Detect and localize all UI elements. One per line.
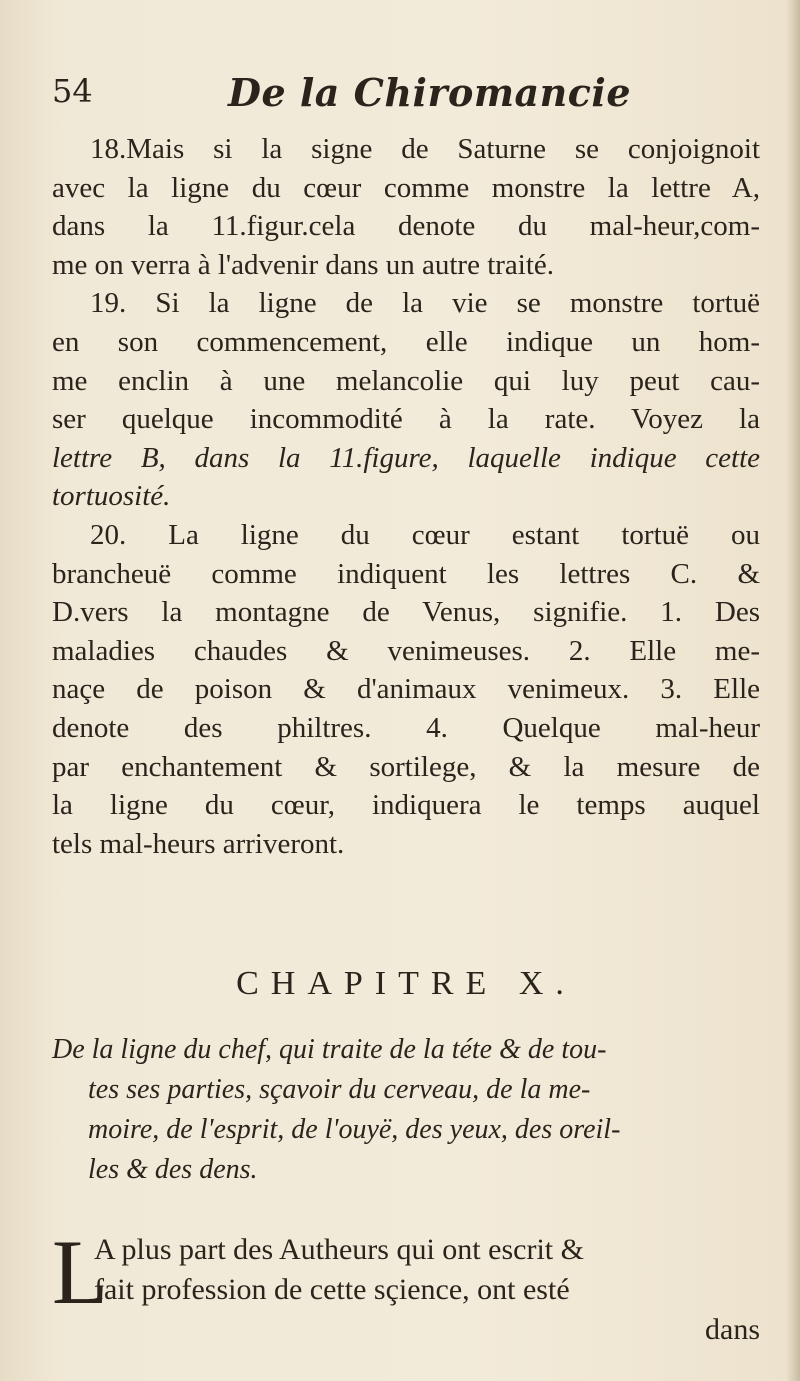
text-line: tels mal-heurs arriveront. (52, 827, 345, 860)
text-line: brancheuë comme indiquent les lettres C. & (52, 557, 760, 590)
text-line: avec la ligne du cœur comme monstre la lettre A, (52, 171, 760, 204)
text-line: 18.Mais si la signe de Saturne se conjoignoit (90, 133, 760, 165)
running-title: De la Chiromancie (228, 70, 632, 115)
text-line: 20. La ligne du cœur estant tortuë ou (90, 518, 760, 551)
text-line: naçe de poison & d'animaux venimeux. 3. Elle (52, 673, 760, 706)
chapter-opening (52, 1221, 760, 1350)
subtitle-line: moire, de l'esprit, de l'ouyë, des yeux, des oreil- (88, 1114, 621, 1145)
body-text (52, 130, 760, 863)
text-line: la ligne du cœur, indiquera le temps auquel (52, 789, 760, 822)
opening-line: fait profession de cette sçience, ont esté (94, 1273, 570, 1306)
text-line: 19. Si la ligne de la vie se monstre tortuë (90, 287, 760, 320)
chapter-subtitle (52, 1030, 760, 1190)
text-line: me enclin à une melancolie qui luy peut cau- (52, 364, 760, 397)
subtitle-line: De la ligne du chef, qui traite de la téte & de tou- (52, 1034, 607, 1065)
text-line: denote des philtres. 4. Quelque mal-heur (52, 711, 760, 744)
page-gutter-shadow (786, 0, 800, 1381)
text-line: D.vers la montagne de Venus, signifie. 1. Des (52, 596, 760, 629)
text-line: en son commencement, elle indique un hom- (52, 325, 760, 358)
text-line: lettre B, dans la 11.figure, laquelle indique cette (52, 441, 760, 474)
drop-cap: L (52, 1221, 109, 1323)
page-number: 54 (52, 72, 93, 110)
text-line: maladies chaudes & venimeuses. 2. Elle me- (52, 634, 760, 667)
subtitle-line: les & des dens. (88, 1154, 258, 1185)
chapter-heading: CHAPITRE X. (236, 965, 576, 1002)
opening-line: A plus part des Autheurs qui ont escrit & (94, 1233, 584, 1266)
text-line: ser quelque incommodité à la rate. Voyez la (52, 403, 760, 436)
page-header (52, 70, 752, 120)
text-line: par enchantement & sortilege, & la mesure de (52, 750, 760, 783)
text-line: dans la 11.figur.cela denote du mal-heur,com- (52, 210, 760, 243)
subtitle-line: tes ses parties, sçavoir du cerveau, de la me- (88, 1074, 591, 1105)
catchword: dans (705, 1313, 760, 1346)
text-line: me on verra à l'advenir dans un autre traité. (52, 248, 555, 281)
text-line: tortuosité. (52, 480, 171, 513)
